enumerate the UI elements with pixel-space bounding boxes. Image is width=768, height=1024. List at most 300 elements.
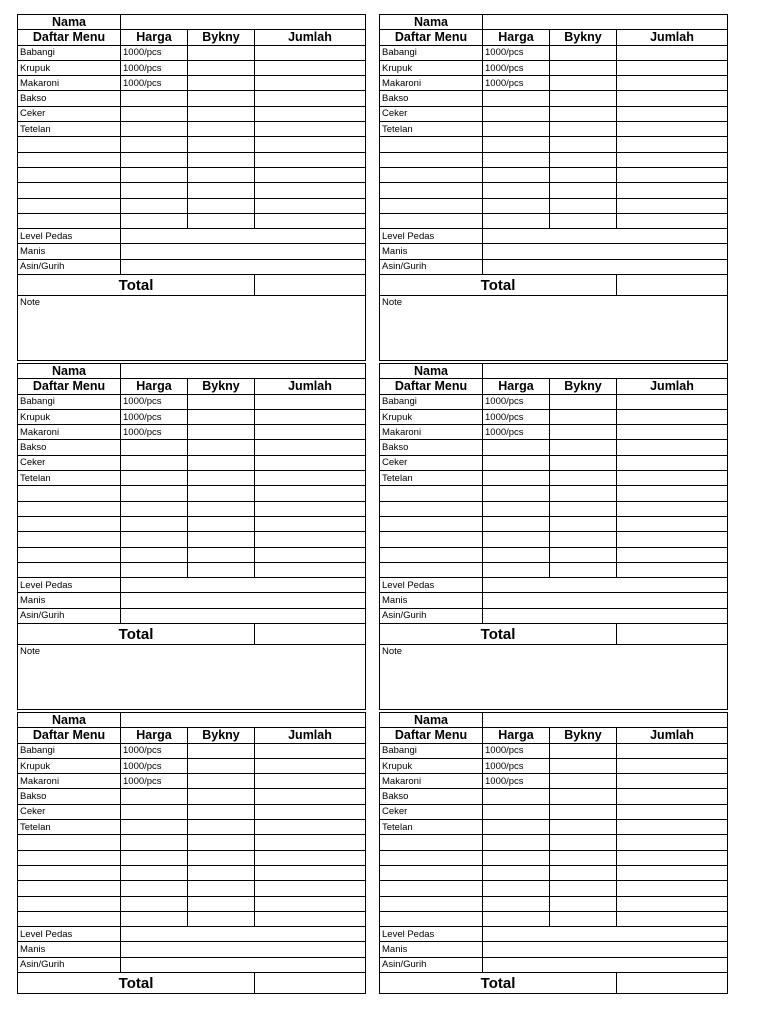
item-amount-field[interactable] <box>255 896 366 911</box>
item-price <box>121 106 188 121</box>
item-qty-field[interactable] <box>550 865 617 880</box>
item-amount-field[interactable] <box>255 167 366 182</box>
item-amount-field[interactable] <box>255 471 366 486</box>
item-name: Babangi <box>18 394 121 409</box>
item-qty-field[interactable] <box>188 152 255 167</box>
item-qty-field[interactable] <box>188 835 255 850</box>
item-qty-field[interactable] <box>550 547 617 562</box>
item-amount-field[interactable] <box>617 789 728 804</box>
item-qty-field[interactable] <box>188 409 255 424</box>
item-amount-field[interactable] <box>255 516 366 531</box>
item-amount-field[interactable] <box>255 213 366 228</box>
preference-field[interactable] <box>483 259 728 274</box>
item-qty-field[interactable] <box>550 835 617 850</box>
name-field[interactable] <box>121 713 366 728</box>
preference-field[interactable] <box>121 229 366 244</box>
item-price[interactable] <box>483 865 550 880</box>
name-field[interactable] <box>483 364 728 379</box>
item-amount-field[interactable] <box>255 455 366 470</box>
item-qty-field[interactable] <box>550 516 617 531</box>
item-price[interactable] <box>121 213 188 228</box>
item-name[interactable] <box>18 516 121 531</box>
item-name[interactable] <box>18 213 121 228</box>
total-field[interactable] <box>255 275 366 296</box>
item-qty-field[interactable] <box>550 455 617 470</box>
item-amount-field[interactable] <box>617 758 728 773</box>
item-qty-field[interactable] <box>188 547 255 562</box>
item-amount-field[interactable] <box>255 60 366 75</box>
item-qty-field[interactable] <box>188 501 255 516</box>
total-field[interactable] <box>617 624 728 645</box>
item-qty-field[interactable] <box>188 183 255 198</box>
preference-label: Level Pedas <box>18 229 121 244</box>
item-price[interactable] <box>121 167 188 182</box>
item-qty-field[interactable] <box>550 471 617 486</box>
item-name[interactable] <box>18 501 121 516</box>
preference-field[interactable] <box>121 608 366 623</box>
item-name[interactable] <box>18 547 121 562</box>
item-name: Tetelan <box>18 122 121 137</box>
item-price[interactable] <box>483 835 550 850</box>
item-qty-field[interactable] <box>188 394 255 409</box>
item-qty-field[interactable] <box>550 440 617 455</box>
preference-row <box>18 942 366 957</box>
item-price[interactable] <box>121 562 188 577</box>
table-row <box>380 91 728 106</box>
header-daftar-menu: Daftar Menu <box>380 728 483 743</box>
table-row <box>380 774 728 789</box>
item-qty-field[interactable] <box>550 45 617 60</box>
total-label: Total <box>380 624 617 645</box>
item-qty-field[interactable] <box>188 896 255 911</box>
item-amount-field[interactable] <box>255 91 366 106</box>
item-qty-field[interactable] <box>550 896 617 911</box>
item-qty-field[interactable] <box>550 183 617 198</box>
item-amount-field[interactable] <box>617 804 728 819</box>
item-amount-field[interactable] <box>255 850 366 865</box>
item-price[interactable] <box>121 896 188 911</box>
item-qty-field[interactable] <box>550 167 617 182</box>
preference-field[interactable] <box>483 608 728 623</box>
item-amount-field[interactable] <box>255 45 366 60</box>
preference-label: Manis <box>380 942 483 957</box>
item-price[interactable] <box>483 850 550 865</box>
item-amount-field[interactable] <box>617 835 728 850</box>
item-qty-field[interactable] <box>188 804 255 819</box>
item-name[interactable] <box>380 167 483 182</box>
item-name[interactable] <box>18 911 121 926</box>
item-amount-field[interactable] <box>617 547 728 562</box>
item-name[interactable] <box>18 896 121 911</box>
item-name[interactable] <box>18 152 121 167</box>
item-price <box>483 106 550 121</box>
item-amount-field[interactable] <box>255 865 366 880</box>
item-amount-field[interactable] <box>255 789 366 804</box>
item-amount-field[interactable] <box>617 501 728 516</box>
item-name: Tetelan <box>380 820 483 835</box>
item-qty-field[interactable] <box>188 820 255 835</box>
item-amount-field[interactable] <box>617 774 728 789</box>
item-qty-field[interactable] <box>550 804 617 819</box>
item-name[interactable] <box>380 896 483 911</box>
item-amount-field[interactable] <box>255 804 366 819</box>
item-qty-field[interactable] <box>188 486 255 501</box>
item-qty-field[interactable] <box>550 774 617 789</box>
item-qty-field[interactable] <box>188 91 255 106</box>
item-name[interactable] <box>380 152 483 167</box>
item-qty-field[interactable] <box>550 501 617 516</box>
table-row <box>380 183 728 198</box>
item-price[interactable] <box>483 547 550 562</box>
item-qty-field[interactable] <box>188 774 255 789</box>
order-form <box>17 363 365 710</box>
preference-field[interactable] <box>121 593 366 608</box>
item-qty-field[interactable] <box>550 486 617 501</box>
total-field[interactable] <box>255 624 366 645</box>
note-field[interactable] <box>380 296 728 361</box>
item-amount-field[interactable] <box>255 758 366 773</box>
table-row <box>18 213 366 228</box>
item-qty-field[interactable] <box>188 532 255 547</box>
item-name[interactable] <box>18 532 121 547</box>
item-amount-field[interactable] <box>255 198 366 213</box>
item-name[interactable] <box>380 881 483 896</box>
item-qty-field[interactable] <box>188 60 255 75</box>
item-price[interactable] <box>483 183 550 198</box>
item-amount-field[interactable] <box>617 137 728 152</box>
note-field[interactable] <box>18 645 366 710</box>
item-amount-field[interactable] <box>617 152 728 167</box>
name-field[interactable] <box>121 364 366 379</box>
item-qty-field[interactable] <box>188 198 255 213</box>
item-price[interactable] <box>121 835 188 850</box>
item-price[interactable] <box>483 532 550 547</box>
item-price[interactable] <box>483 167 550 182</box>
item-name[interactable] <box>380 562 483 577</box>
item-price[interactable] <box>121 532 188 547</box>
item-qty-field[interactable] <box>550 758 617 773</box>
item-qty-field[interactable] <box>550 198 617 213</box>
item-price[interactable] <box>121 152 188 167</box>
item-qty-field[interactable] <box>550 850 617 865</box>
item-amount-field[interactable] <box>255 532 366 547</box>
order-form <box>17 14 365 361</box>
item-price[interactable] <box>483 486 550 501</box>
item-amount-field[interactable] <box>617 167 728 182</box>
item-name[interactable] <box>380 547 483 562</box>
item-price[interactable] <box>483 911 550 926</box>
item-amount-field[interactable] <box>617 881 728 896</box>
item-amount-field[interactable] <box>617 213 728 228</box>
item-qty-field[interactable] <box>550 76 617 91</box>
total-row <box>380 973 728 994</box>
item-qty-field[interactable] <box>550 394 617 409</box>
item-name[interactable] <box>380 865 483 880</box>
item-qty-field[interactable] <box>188 213 255 228</box>
name-field[interactable] <box>121 15 366 30</box>
item-amount-field[interactable] <box>617 122 728 137</box>
item-qty-field[interactable] <box>188 789 255 804</box>
preference-field[interactable] <box>121 578 366 593</box>
item-price[interactable] <box>483 198 550 213</box>
item-qty-field[interactable] <box>188 167 255 182</box>
item-amount-field[interactable] <box>617 516 728 531</box>
table-row <box>18 91 366 106</box>
item-price[interactable] <box>483 896 550 911</box>
preference-field[interactable] <box>483 927 728 942</box>
item-price[interactable] <box>121 198 188 213</box>
item-amount-field[interactable] <box>617 820 728 835</box>
item-name[interactable] <box>380 835 483 850</box>
item-amount-field[interactable] <box>255 394 366 409</box>
item-amount-field[interactable] <box>255 774 366 789</box>
item-price[interactable] <box>483 137 550 152</box>
item-amount-field[interactable] <box>255 440 366 455</box>
item-amount-field[interactable] <box>255 547 366 562</box>
table-row <box>18 409 366 424</box>
item-qty-field[interactable] <box>550 532 617 547</box>
item-price <box>121 820 188 835</box>
item-name[interactable] <box>18 835 121 850</box>
item-price[interactable] <box>483 562 550 577</box>
item-name: Makaroni <box>380 774 483 789</box>
preference-field[interactable] <box>121 259 366 274</box>
item-amount-field[interactable] <box>617 106 728 121</box>
item-qty-field[interactable] <box>188 455 255 470</box>
item-amount-field[interactable] <box>617 394 728 409</box>
item-name[interactable] <box>380 137 483 152</box>
item-qty-field[interactable] <box>550 911 617 926</box>
item-name[interactable] <box>18 850 121 865</box>
item-qty-field[interactable] <box>188 758 255 773</box>
preference-row <box>18 608 366 623</box>
item-amount-field[interactable] <box>617 409 728 424</box>
name-row <box>18 15 366 30</box>
item-qty-field[interactable] <box>550 106 617 121</box>
item-name[interactable] <box>380 850 483 865</box>
item-price[interactable] <box>483 881 550 896</box>
preference-field[interactable] <box>483 957 728 972</box>
item-amount-field[interactable] <box>255 122 366 137</box>
table-row <box>380 562 728 577</box>
item-qty-field[interactable] <box>188 425 255 440</box>
item-qty-field[interactable] <box>550 789 617 804</box>
note-row <box>380 296 728 361</box>
preference-field[interactable] <box>121 942 366 957</box>
item-amount-field[interactable] <box>255 743 366 758</box>
item-qty-field[interactable] <box>550 562 617 577</box>
item-amount-field[interactable] <box>617 911 728 926</box>
name-label: Nama <box>18 364 121 379</box>
item-name[interactable] <box>18 881 121 896</box>
item-qty-field[interactable] <box>188 865 255 880</box>
note-field[interactable] <box>380 645 728 710</box>
item-price[interactable] <box>121 501 188 516</box>
item-qty-field[interactable] <box>550 881 617 896</box>
item-qty-field[interactable] <box>550 425 617 440</box>
header-jumlah: Jumlah <box>617 30 728 45</box>
item-qty-field[interactable] <box>188 911 255 926</box>
item-amount-field[interactable] <box>255 911 366 926</box>
item-qty-field[interactable] <box>188 516 255 531</box>
item-qty-field[interactable] <box>550 122 617 137</box>
item-amount-field[interactable] <box>617 471 728 486</box>
preference-field[interactable] <box>121 244 366 259</box>
item-qty-field[interactable] <box>188 45 255 60</box>
table-row <box>18 122 366 137</box>
item-name[interactable] <box>380 486 483 501</box>
item-amount-field[interactable] <box>617 60 728 75</box>
item-price <box>483 789 550 804</box>
item-name[interactable] <box>380 532 483 547</box>
item-amount-field[interactable] <box>617 532 728 547</box>
item-name: Krupuk <box>380 409 483 424</box>
item-qty-field[interactable] <box>188 440 255 455</box>
item-name[interactable] <box>18 198 121 213</box>
item-qty-field[interactable] <box>550 60 617 75</box>
item-amount-field[interactable] <box>255 562 366 577</box>
order-form <box>17 712 365 994</box>
item-amount-field[interactable] <box>255 76 366 91</box>
item-amount-field[interactable] <box>617 440 728 455</box>
item-name[interactable] <box>380 911 483 926</box>
item-name[interactable] <box>380 198 483 213</box>
item-qty-field[interactable] <box>550 213 617 228</box>
item-price[interactable] <box>121 547 188 562</box>
item-amount-field[interactable] <box>255 835 366 850</box>
item-price <box>483 122 550 137</box>
item-amount-field[interactable] <box>617 425 728 440</box>
item-amount-field[interactable] <box>617 562 728 577</box>
item-amount-field[interactable] <box>255 820 366 835</box>
item-amount-field[interactable] <box>617 455 728 470</box>
item-qty-field[interactable] <box>188 881 255 896</box>
item-name[interactable] <box>380 501 483 516</box>
table-row <box>380 911 728 926</box>
item-amount-field[interactable] <box>617 183 728 198</box>
table-row <box>380 409 728 424</box>
item-qty-field[interactable] <box>550 137 617 152</box>
item-name[interactable] <box>18 486 121 501</box>
item-amount-field[interactable] <box>617 850 728 865</box>
note-field[interactable] <box>18 296 366 361</box>
item-price[interactable] <box>121 881 188 896</box>
preference-field[interactable] <box>483 942 728 957</box>
item-amount-field[interactable] <box>617 743 728 758</box>
item-qty-field[interactable] <box>188 471 255 486</box>
item-qty-field[interactable] <box>188 76 255 91</box>
total-field[interactable] <box>617 275 728 296</box>
item-qty-field[interactable] <box>550 409 617 424</box>
item-price: 1000/pcs <box>121 409 188 424</box>
preference-field[interactable] <box>483 229 728 244</box>
table-row <box>380 60 728 75</box>
item-name: Bakso <box>380 440 483 455</box>
item-amount-field[interactable] <box>617 91 728 106</box>
item-amount-field[interactable] <box>617 865 728 880</box>
item-amount-field[interactable] <box>255 137 366 152</box>
item-name[interactable] <box>380 516 483 531</box>
preference-row <box>18 259 366 274</box>
item-qty-field[interactable] <box>188 562 255 577</box>
item-name[interactable] <box>18 865 121 880</box>
item-qty-field[interactable] <box>550 743 617 758</box>
item-price[interactable] <box>483 213 550 228</box>
preference-field[interactable] <box>121 957 366 972</box>
preference-field[interactable] <box>121 927 366 942</box>
header-row <box>18 379 366 394</box>
item-amount-field[interactable] <box>255 501 366 516</box>
item-price: 1000/pcs <box>483 76 550 91</box>
item-name[interactable] <box>18 167 121 182</box>
item-name[interactable] <box>18 137 121 152</box>
name-field[interactable] <box>483 15 728 30</box>
item-price[interactable] <box>483 152 550 167</box>
item-name[interactable] <box>380 183 483 198</box>
table-row <box>18 547 366 562</box>
item-price[interactable] <box>483 516 550 531</box>
item-qty-field[interactable] <box>188 122 255 137</box>
item-qty-field[interactable] <box>550 152 617 167</box>
preference-field[interactable] <box>483 578 728 593</box>
header-row <box>380 30 728 45</box>
header-jumlah: Jumlah <box>617 379 728 394</box>
item-qty-field[interactable] <box>188 106 255 121</box>
preference-field[interactable] <box>483 244 728 259</box>
total-field[interactable] <box>617 973 728 994</box>
item-price <box>121 91 188 106</box>
item-price[interactable] <box>121 183 188 198</box>
item-qty-field[interactable] <box>188 743 255 758</box>
item-name[interactable] <box>18 183 121 198</box>
item-name: Ceker <box>18 455 121 470</box>
item-qty-field[interactable] <box>550 91 617 106</box>
item-qty-field[interactable] <box>550 820 617 835</box>
item-amount-field[interactable] <box>617 76 728 91</box>
item-amount-field[interactable] <box>255 425 366 440</box>
preference-label: Asin/Gurih <box>380 259 483 274</box>
item-amount-field[interactable] <box>255 106 366 121</box>
item-qty-field[interactable] <box>188 850 255 865</box>
item-amount-field[interactable] <box>255 486 366 501</box>
item-amount-field[interactable] <box>617 45 728 60</box>
preference-field[interactable] <box>483 593 728 608</box>
table-row <box>380 850 728 865</box>
item-price[interactable] <box>121 911 188 926</box>
item-price[interactable] <box>121 516 188 531</box>
header-row <box>380 728 728 743</box>
item-amount-field[interactable] <box>255 881 366 896</box>
item-amount-field[interactable] <box>255 152 366 167</box>
item-name[interactable] <box>18 562 121 577</box>
item-price[interactable] <box>121 486 188 501</box>
item-amount-field[interactable] <box>617 198 728 213</box>
item-price[interactable] <box>121 865 188 880</box>
table-row <box>18 896 366 911</box>
item-amount-field[interactable] <box>617 896 728 911</box>
item-amount-field[interactable] <box>255 409 366 424</box>
item-amount-field[interactable] <box>255 183 366 198</box>
item-price[interactable] <box>483 501 550 516</box>
item-price[interactable] <box>121 137 188 152</box>
item-amount-field[interactable] <box>617 486 728 501</box>
item-price <box>483 440 550 455</box>
item-qty-field[interactable] <box>188 137 255 152</box>
name-field[interactable] <box>483 713 728 728</box>
item-name[interactable] <box>380 213 483 228</box>
item-price[interactable] <box>121 850 188 865</box>
total-field[interactable] <box>255 973 366 994</box>
